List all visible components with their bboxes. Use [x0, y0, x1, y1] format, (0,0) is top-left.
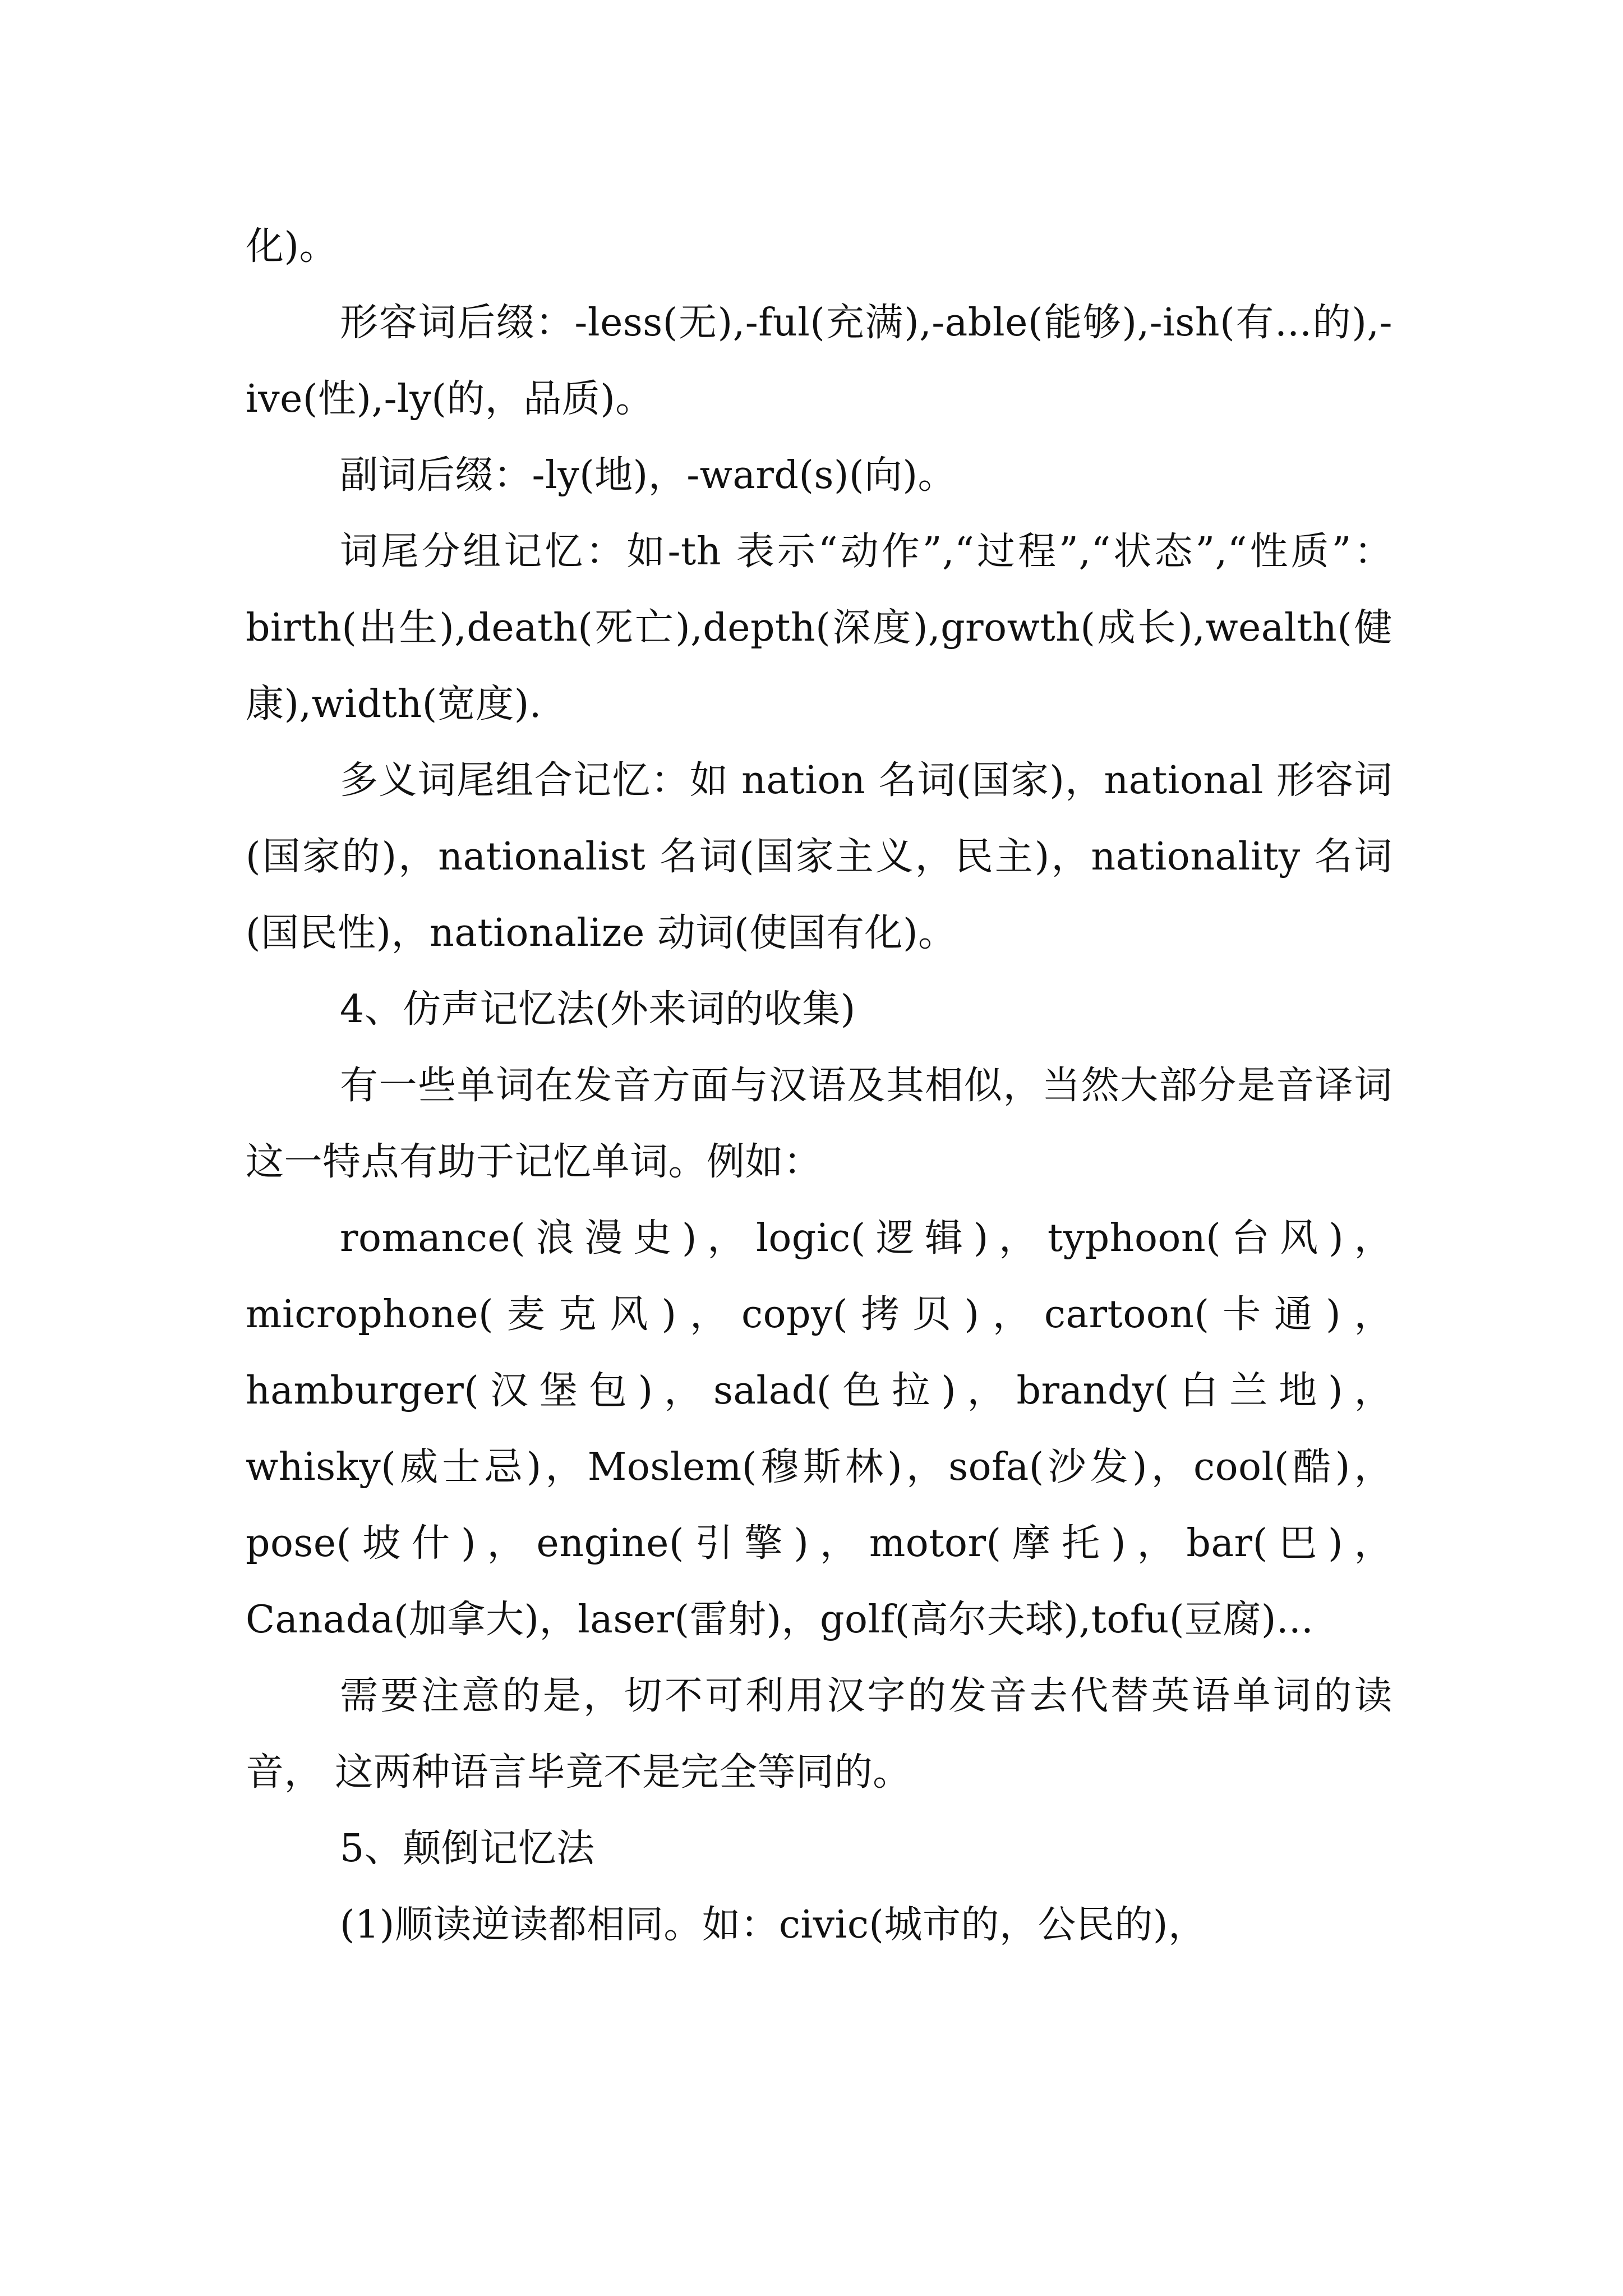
paragraph-caution-note: 需要注意的是，切不可利用汉字的发音去代替英语单词的读音， 这两种语言毕竟不是完全等同的。 [246, 1674, 1393, 1795]
paragraph-adverb-suffixes: 副词后缀：-ly(地)，-ward(s)(向)。 [340, 453, 956, 498]
paragraph-loanword-examples: romance(浪漫史)，logic(逻辑)，typhoon(台风)，microphone(麦克风)，copy(拷贝)，cartoon(卡通)，hamburger(汉堡包)，salad(色拉)，brandy(白兰地)，whisky(威士忌)，Moslem(穆斯林)，sofa(沙发)，cool(酷)，pose(坡什)，engine(引擎)，motor(摩托)，bar(巴)，Canada(加拿大)，laser(雷射)，golf(高尔夫球),tofu(豆腐)... [246, 1216, 1393, 1642]
section-heading-4: 4、仿声记忆法(外来词的收集) [340, 987, 856, 1032]
paragraph-continuation: 化)。 [246, 224, 338, 269]
paragraph-adjective-suffixes: 形容词后缀：-less(无),-ful(充满),-able(能够),-ish(有...的),-ive(性),-ly(的，品质)。 [246, 301, 1393, 421]
paragraph-ending-groups: 词尾分组记忆：如-th 表示“动作”,“过程”,“状态”,“性质”：birth(出生),death(死亡),depth(深度),growth(成长),wealth(健康),width(宽度). [246, 530, 1393, 726]
paragraph-palindrome-item: (1)顺读逆读都相同。如：civic(城市的，公民的)， [340, 1903, 1207, 1947]
paragraph-polysemous-endings: 多义词尾组合记忆：如 nation 名词(国家)，national 形容词(国家的)，nationalist 名词(国家主义，民主)，nationality 名词(国民性)，nationalize 动词(使国有化)。 [246, 758, 1393, 955]
paragraph-sound-similarity: 有一些单词在发音方面与汉语及其相似，当然大部分是音译词这一特点有助于记忆单词。例如： [246, 1064, 1393, 1184]
section-heading-5: 5、颠倒记忆法 [340, 1826, 595, 1871]
document-body [246, 209, 1393, 1963]
